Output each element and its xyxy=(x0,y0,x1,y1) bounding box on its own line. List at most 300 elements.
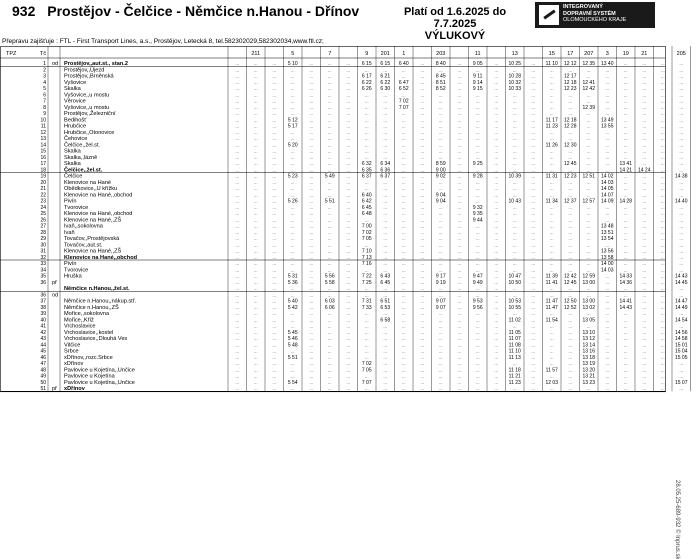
no-service-dots: ... xyxy=(383,354,388,360)
no-service-dots: ... xyxy=(642,261,647,267)
no-service-dots: ... xyxy=(660,204,665,210)
stop-tariff-number: 39 xyxy=(40,311,46,318)
no-service-dots: ... xyxy=(642,173,647,179)
no-service-dots: ... xyxy=(420,98,425,104)
no-service-dots: ... xyxy=(623,229,628,235)
no-service-dots: ... xyxy=(253,223,258,229)
no-service-dots: ... xyxy=(327,261,332,267)
no-service-dots: ... xyxy=(438,286,443,292)
no-service-dots: ... xyxy=(531,348,536,354)
departure-time: 12 23 xyxy=(563,86,577,93)
departure-time: 10 55 xyxy=(508,304,522,311)
departure-time: 13 51 xyxy=(600,229,614,236)
no-service-dots: ... xyxy=(457,198,462,204)
departure-time: 7 16 xyxy=(361,261,372,268)
no-service-dots: ... xyxy=(420,386,425,392)
no-service-dots: ... xyxy=(605,73,610,79)
no-service-dots: ... xyxy=(290,211,295,217)
no-service-dots: ... xyxy=(549,148,554,154)
departure-time: 11 17 xyxy=(545,117,558,124)
departure-time: 6 53 xyxy=(380,304,391,311)
no-service-dots: ... xyxy=(623,267,628,273)
no-service-dots: ... xyxy=(364,123,369,129)
no-service-dots: ... xyxy=(679,123,684,129)
no-service-dots: ... xyxy=(383,229,388,235)
no-service-dots: ... xyxy=(457,298,462,304)
no-service-dots: ... xyxy=(549,292,554,298)
no-service-dots: ... xyxy=(568,323,573,329)
no-service-dots: ... xyxy=(660,298,665,304)
no-service-dots: ... xyxy=(568,361,573,367)
timetable xyxy=(0,46,700,416)
no-service-dots: ... xyxy=(401,179,406,185)
no-service-dots: ... xyxy=(605,342,610,348)
departure-time: 13 21 xyxy=(582,373,596,380)
no-service-dots: ... xyxy=(383,179,388,185)
no-service-dots: ... xyxy=(475,323,480,329)
departure-time: 14 47 xyxy=(674,298,688,305)
no-service-dots: ... xyxy=(235,348,240,354)
departure-time: 9 04 xyxy=(435,198,446,205)
no-service-dots: ... xyxy=(457,148,462,154)
no-service-dots: ... xyxy=(253,198,258,204)
departure-time: 12 41 xyxy=(582,79,596,86)
no-service-dots: ... xyxy=(605,348,610,354)
stop-name: Klenovice na Hané,,ZŠ xyxy=(64,248,122,255)
no-service-dots: ... xyxy=(272,261,277,267)
stop-tariff-number: 20 xyxy=(40,179,46,186)
no-service-dots: ... xyxy=(549,354,554,360)
no-service-dots: ... xyxy=(327,92,332,98)
no-service-dots: ... xyxy=(272,161,277,167)
no-service-dots: ... xyxy=(457,329,462,335)
no-service-dots: ... xyxy=(383,192,388,198)
no-service-dots: ... xyxy=(494,273,499,279)
no-service-dots: ... xyxy=(475,367,480,373)
no-service-dots: ... xyxy=(531,123,536,129)
no-service-dots: ... xyxy=(401,317,406,323)
no-service-dots: ... xyxy=(327,354,332,360)
no-service-dots: ... xyxy=(327,179,332,185)
stop-tariff-number: 22 xyxy=(40,192,46,199)
no-service-dots: ... xyxy=(346,336,351,342)
no-service-dots: ... xyxy=(383,154,388,160)
no-service-dots: ... xyxy=(420,73,425,79)
no-service-dots: ... xyxy=(586,117,591,123)
no-service-dots: ... xyxy=(272,98,277,104)
no-service-dots: ... xyxy=(549,229,554,235)
no-service-dots: ... xyxy=(309,179,314,185)
no-service-dots: ... xyxy=(235,142,240,148)
no-service-dots: ... xyxy=(586,236,591,242)
trip-number: 3 xyxy=(605,51,609,57)
stop-tariff-number: 49 xyxy=(40,373,46,380)
stop-name: Hrubčice,,Otonovice xyxy=(64,129,115,136)
no-service-dots: ... xyxy=(309,173,314,179)
stop-name: Němčice n.Hanou,,nákup.stř. xyxy=(64,298,137,305)
no-service-dots: ... xyxy=(272,186,277,192)
no-service-dots: ... xyxy=(642,236,647,242)
no-service-dots: ... xyxy=(272,304,277,310)
departure-time: 14 40 xyxy=(674,198,688,205)
no-service-dots: ... xyxy=(549,104,554,110)
no-service-dots: ... xyxy=(438,129,443,135)
no-service-dots: ... xyxy=(494,167,499,173)
no-service-dots: ... xyxy=(309,167,314,173)
no-service-dots: ... xyxy=(660,354,665,360)
departure-time: 14 43 xyxy=(619,304,633,311)
no-service-dots: ... xyxy=(235,186,240,192)
departure-time: 7 07 xyxy=(361,379,372,386)
no-service-dots: ... xyxy=(383,111,388,117)
no-service-dots: ... xyxy=(586,223,591,229)
no-service-dots: ... xyxy=(309,267,314,273)
stop-tariff-number: 36 xyxy=(40,279,46,286)
departure-time: 10 47 xyxy=(508,273,522,280)
no-service-dots: ... xyxy=(364,329,369,335)
no-service-dots: ... xyxy=(253,373,258,379)
no-service-dots: ... xyxy=(679,179,684,185)
no-service-dots: ... xyxy=(475,198,480,204)
departure-time: 12 52 xyxy=(563,304,577,311)
stop-tariff-number: 5 xyxy=(43,86,46,93)
no-service-dots: ... xyxy=(660,211,665,217)
stop-name: Němčice n.Hanou,,žel.st. xyxy=(64,286,130,293)
no-service-dots: ... xyxy=(383,223,388,229)
no-service-dots: ... xyxy=(327,348,332,354)
no-service-dots: ... xyxy=(586,111,591,117)
no-service-dots: ... xyxy=(438,186,443,192)
departure-time: 11 23 xyxy=(508,379,521,386)
stop-name: Klenovice na Hané,,obchod xyxy=(64,254,138,261)
no-service-dots: ... xyxy=(457,179,462,185)
no-service-dots: ... xyxy=(309,354,314,360)
no-service-dots: ... xyxy=(457,373,462,379)
no-service-dots: ... xyxy=(568,192,573,198)
no-service-dots: ... xyxy=(346,348,351,354)
no-service-dots: ... xyxy=(642,117,647,123)
no-service-dots: ... xyxy=(568,379,573,385)
departure-time: 7 13 xyxy=(361,254,372,261)
no-service-dots: ... xyxy=(383,236,388,242)
no-service-dots: ... xyxy=(512,186,517,192)
no-service-dots: ... xyxy=(642,123,647,129)
no-service-dots: ... xyxy=(327,229,332,235)
no-service-dots: ... xyxy=(420,279,425,285)
no-service-dots: ... xyxy=(235,92,240,98)
no-service-dots: ... xyxy=(401,167,406,173)
no-service-dots: ... xyxy=(309,198,314,204)
no-service-dots: ... xyxy=(586,129,591,135)
no-service-dots: ... xyxy=(272,173,277,179)
stop-tariff-number: 35 xyxy=(40,273,46,280)
stop-tariff-number: 19 xyxy=(40,173,46,180)
no-service-dots: ... xyxy=(364,186,369,192)
departure-time: 6 15 xyxy=(380,61,391,68)
no-service-dots: ... xyxy=(364,292,369,298)
trip-number: 5 xyxy=(291,51,295,57)
no-service-dots: ... xyxy=(253,311,258,317)
trip-number: 13 xyxy=(511,51,518,57)
no-service-dots: ... xyxy=(605,323,610,329)
no-service-dots: ... xyxy=(605,104,610,110)
departure-time: 14 02 xyxy=(600,173,614,180)
no-service-dots: ... xyxy=(272,179,277,185)
departure-time: 6 32 xyxy=(361,161,372,168)
no-service-dots: ... xyxy=(272,267,277,273)
no-service-dots: ... xyxy=(623,223,628,229)
departure-time: 10 33 xyxy=(508,86,522,93)
no-service-dots: ... xyxy=(549,111,554,117)
no-service-dots: ... xyxy=(438,354,443,360)
no-service-dots: ... xyxy=(383,348,388,354)
no-service-dots: ... xyxy=(420,129,425,135)
departure-time: 13 41 xyxy=(619,161,633,168)
no-service-dots: ... xyxy=(660,273,665,279)
departure-time: 12 39 xyxy=(582,104,596,111)
no-service-dots: ... xyxy=(642,317,647,323)
no-service-dots: ... xyxy=(327,79,332,85)
no-service-dots: ... xyxy=(586,323,591,329)
no-service-dots: ... xyxy=(253,323,258,329)
no-service-dots: ... xyxy=(290,223,295,229)
no-service-dots: ... xyxy=(623,154,628,160)
no-service-dots: ... xyxy=(253,217,258,223)
no-service-dots: ... xyxy=(642,336,647,342)
no-service-dots: ... xyxy=(475,67,480,73)
trip-number: 203 xyxy=(436,51,446,57)
no-service-dots: ... xyxy=(494,198,499,204)
no-service-dots: ... xyxy=(679,261,684,267)
departure-time: 11 07 xyxy=(508,336,521,343)
no-service-dots: ... xyxy=(364,373,369,379)
no-service-dots: ... xyxy=(642,92,647,98)
no-service-dots: ... xyxy=(235,248,240,254)
no-service-dots: ... xyxy=(235,236,240,242)
no-service-dots: ... xyxy=(512,267,517,273)
no-service-dots: ... xyxy=(475,179,480,185)
stop-tariff-number: 43 xyxy=(40,336,46,343)
stop-tariff-number: 33 xyxy=(40,261,46,268)
no-service-dots: ... xyxy=(679,167,684,173)
no-service-dots: ... xyxy=(679,217,684,223)
no-service-dots: ... xyxy=(420,298,425,304)
departure-time: 7 05 xyxy=(361,367,372,374)
no-service-dots: ... xyxy=(660,361,665,367)
no-service-dots: ... xyxy=(512,223,517,229)
no-service-dots: ... xyxy=(438,223,443,229)
no-service-dots: ... xyxy=(457,279,462,285)
no-service-dots: ... xyxy=(346,98,351,104)
no-service-dots: ... xyxy=(253,361,258,367)
no-service-dots: ... xyxy=(660,236,665,242)
stop-name: Vrchoslavice,,Dlouhá Ves xyxy=(64,336,128,343)
no-service-dots: ... xyxy=(475,111,480,117)
no-service-dots: ... xyxy=(512,311,517,317)
no-service-dots: ... xyxy=(475,267,480,273)
no-service-dots: ... xyxy=(327,86,332,92)
departure-time: 7 02 xyxy=(361,361,372,368)
no-service-dots: ... xyxy=(623,342,628,348)
no-service-dots: ... xyxy=(309,161,314,167)
no-service-dots: ... xyxy=(420,111,425,117)
no-service-dots: ... xyxy=(586,67,591,73)
no-service-dots: ... xyxy=(660,311,665,317)
no-service-dots: ... xyxy=(383,142,388,148)
no-service-dots: ... xyxy=(642,348,647,354)
departure-time: 9 07 xyxy=(435,298,446,305)
no-service-dots: ... xyxy=(568,154,573,160)
logo-line2: DOPRAVNÍ SYSTÉM xyxy=(563,10,616,17)
no-service-dots: ... xyxy=(253,142,258,148)
no-service-dots: ... xyxy=(290,148,295,154)
no-service-dots: ... xyxy=(549,136,554,142)
no-service-dots: ... xyxy=(420,167,425,173)
departure-time: 12 59 xyxy=(582,273,596,280)
no-service-dots: ... xyxy=(475,167,480,173)
no-service-dots: ... xyxy=(475,286,480,292)
departure-time: 5 51 xyxy=(287,354,298,361)
no-service-dots: ... xyxy=(568,386,573,392)
no-service-dots: ... xyxy=(235,223,240,229)
no-service-dots: ... xyxy=(235,317,240,323)
no-service-dots: ... xyxy=(253,148,258,154)
no-service-dots: ... xyxy=(660,92,665,98)
no-service-dots: ... xyxy=(309,223,314,229)
departure-time: 6 37 xyxy=(380,173,391,180)
departure-time: 12 42 xyxy=(563,273,577,280)
no-service-dots: ... xyxy=(549,386,554,392)
departure-time: 11 31 xyxy=(545,173,558,180)
no-service-dots: ... xyxy=(494,136,499,142)
no-service-dots: ... xyxy=(309,73,314,79)
no-service-dots: ... xyxy=(623,117,628,123)
no-service-dots: ... xyxy=(679,142,684,148)
no-service-dots: ... xyxy=(531,304,536,310)
stop-tariff-number: 51 xyxy=(40,386,46,393)
no-service-dots: ... xyxy=(401,142,406,148)
no-service-dots: ... xyxy=(660,386,665,392)
departure-time: 15 05 xyxy=(674,354,688,361)
no-service-dots: ... xyxy=(457,317,462,323)
no-service-dots: ... xyxy=(346,236,351,242)
no-service-dots: ... xyxy=(438,211,443,217)
no-service-dots: ... xyxy=(401,329,406,335)
no-service-dots: ... xyxy=(309,242,314,248)
no-service-dots: ... xyxy=(364,129,369,135)
no-service-dots: ... xyxy=(364,117,369,123)
no-service-dots: ... xyxy=(401,217,406,223)
no-service-dots: ... xyxy=(568,229,573,235)
stop-name: Vrchoslavice xyxy=(64,323,96,330)
no-service-dots: ... xyxy=(531,117,536,123)
no-service-dots: ... xyxy=(568,329,573,335)
no-service-dots: ... xyxy=(420,304,425,310)
no-service-dots: ... xyxy=(660,323,665,329)
no-service-dots: ... xyxy=(568,267,573,273)
departure-time: 13 02 xyxy=(582,304,596,311)
no-service-dots: ... xyxy=(253,367,258,373)
stop-tariff-number: 32 xyxy=(40,254,46,261)
no-service-dots: ... xyxy=(346,286,351,292)
no-service-dots: ... xyxy=(568,111,573,117)
departure-time: 7 00 xyxy=(361,223,372,230)
no-service-dots: ... xyxy=(438,292,443,298)
no-service-dots: ... xyxy=(327,73,332,79)
no-service-dots: ... xyxy=(327,317,332,323)
no-service-dots: ... xyxy=(290,267,295,273)
no-service-dots: ... xyxy=(531,298,536,304)
departure-time: 12 37 xyxy=(563,198,577,205)
no-service-dots: ... xyxy=(512,98,517,104)
no-service-dots: ... xyxy=(401,173,406,179)
no-service-dots: ... xyxy=(420,186,425,192)
no-service-dots: ... xyxy=(475,329,480,335)
trip-number: 205 xyxy=(676,51,686,57)
no-service-dots: ... xyxy=(457,342,462,348)
no-service-dots: ... xyxy=(383,211,388,217)
no-service-dots: ... xyxy=(309,323,314,329)
no-service-dots: ... xyxy=(642,136,647,142)
no-service-dots: ... xyxy=(457,336,462,342)
no-service-dots: ... xyxy=(494,348,499,354)
no-service-dots: ... xyxy=(383,386,388,392)
no-service-dots: ... xyxy=(475,348,480,354)
no-service-dots: ... xyxy=(401,304,406,310)
departure-time: 9 14 xyxy=(472,79,483,86)
no-service-dots: ... xyxy=(309,136,314,142)
no-service-dots: ... xyxy=(420,79,425,85)
no-service-dots: ... xyxy=(383,248,388,254)
departure-time: 14 07 xyxy=(600,192,614,199)
no-service-dots: ... xyxy=(272,336,277,342)
no-service-dots: ... xyxy=(531,261,536,267)
stop-tariff-number: 7 xyxy=(43,98,46,105)
no-service-dots: ... xyxy=(642,223,647,229)
no-service-dots: ... xyxy=(235,336,240,342)
departure-time: 13 49 xyxy=(600,117,614,124)
stop-name: Pavlovice u Kojetína xyxy=(64,373,115,380)
departure-time: 5 46 xyxy=(287,336,298,343)
departure-time: 6 21 xyxy=(380,73,391,80)
stop-tariff-number: 50 xyxy=(40,379,46,386)
no-service-dots: ... xyxy=(660,261,665,267)
no-service-dots: ... xyxy=(457,154,462,160)
no-service-dots: ... xyxy=(383,123,388,129)
stop-name: Klenovice na Hané xyxy=(64,179,111,186)
no-service-dots: ... xyxy=(642,67,647,73)
departure-time: 6 52 xyxy=(398,86,409,93)
no-service-dots: ... xyxy=(568,317,573,323)
no-service-dots: ... xyxy=(512,323,517,329)
no-service-dots: ... xyxy=(401,254,406,260)
departure-time: 12 23 xyxy=(563,173,577,180)
logo-line1: INTEGROVANÝ xyxy=(563,4,603,10)
no-service-dots: ... xyxy=(549,204,554,210)
no-service-dots: ... xyxy=(235,254,240,260)
stop-tariff-number: 34 xyxy=(40,267,46,274)
no-service-dots: ... xyxy=(309,92,314,98)
no-service-dots: ... xyxy=(253,123,258,129)
no-service-dots: ... xyxy=(383,204,388,210)
no-service-dots: ... xyxy=(457,386,462,392)
no-service-dots: ... xyxy=(549,67,554,73)
no-service-dots: ... xyxy=(383,329,388,335)
no-service-dots: ... xyxy=(309,286,314,292)
no-service-dots: ... xyxy=(272,136,277,142)
no-service-dots: ... xyxy=(253,104,258,110)
no-service-dots: ... xyxy=(623,142,628,148)
